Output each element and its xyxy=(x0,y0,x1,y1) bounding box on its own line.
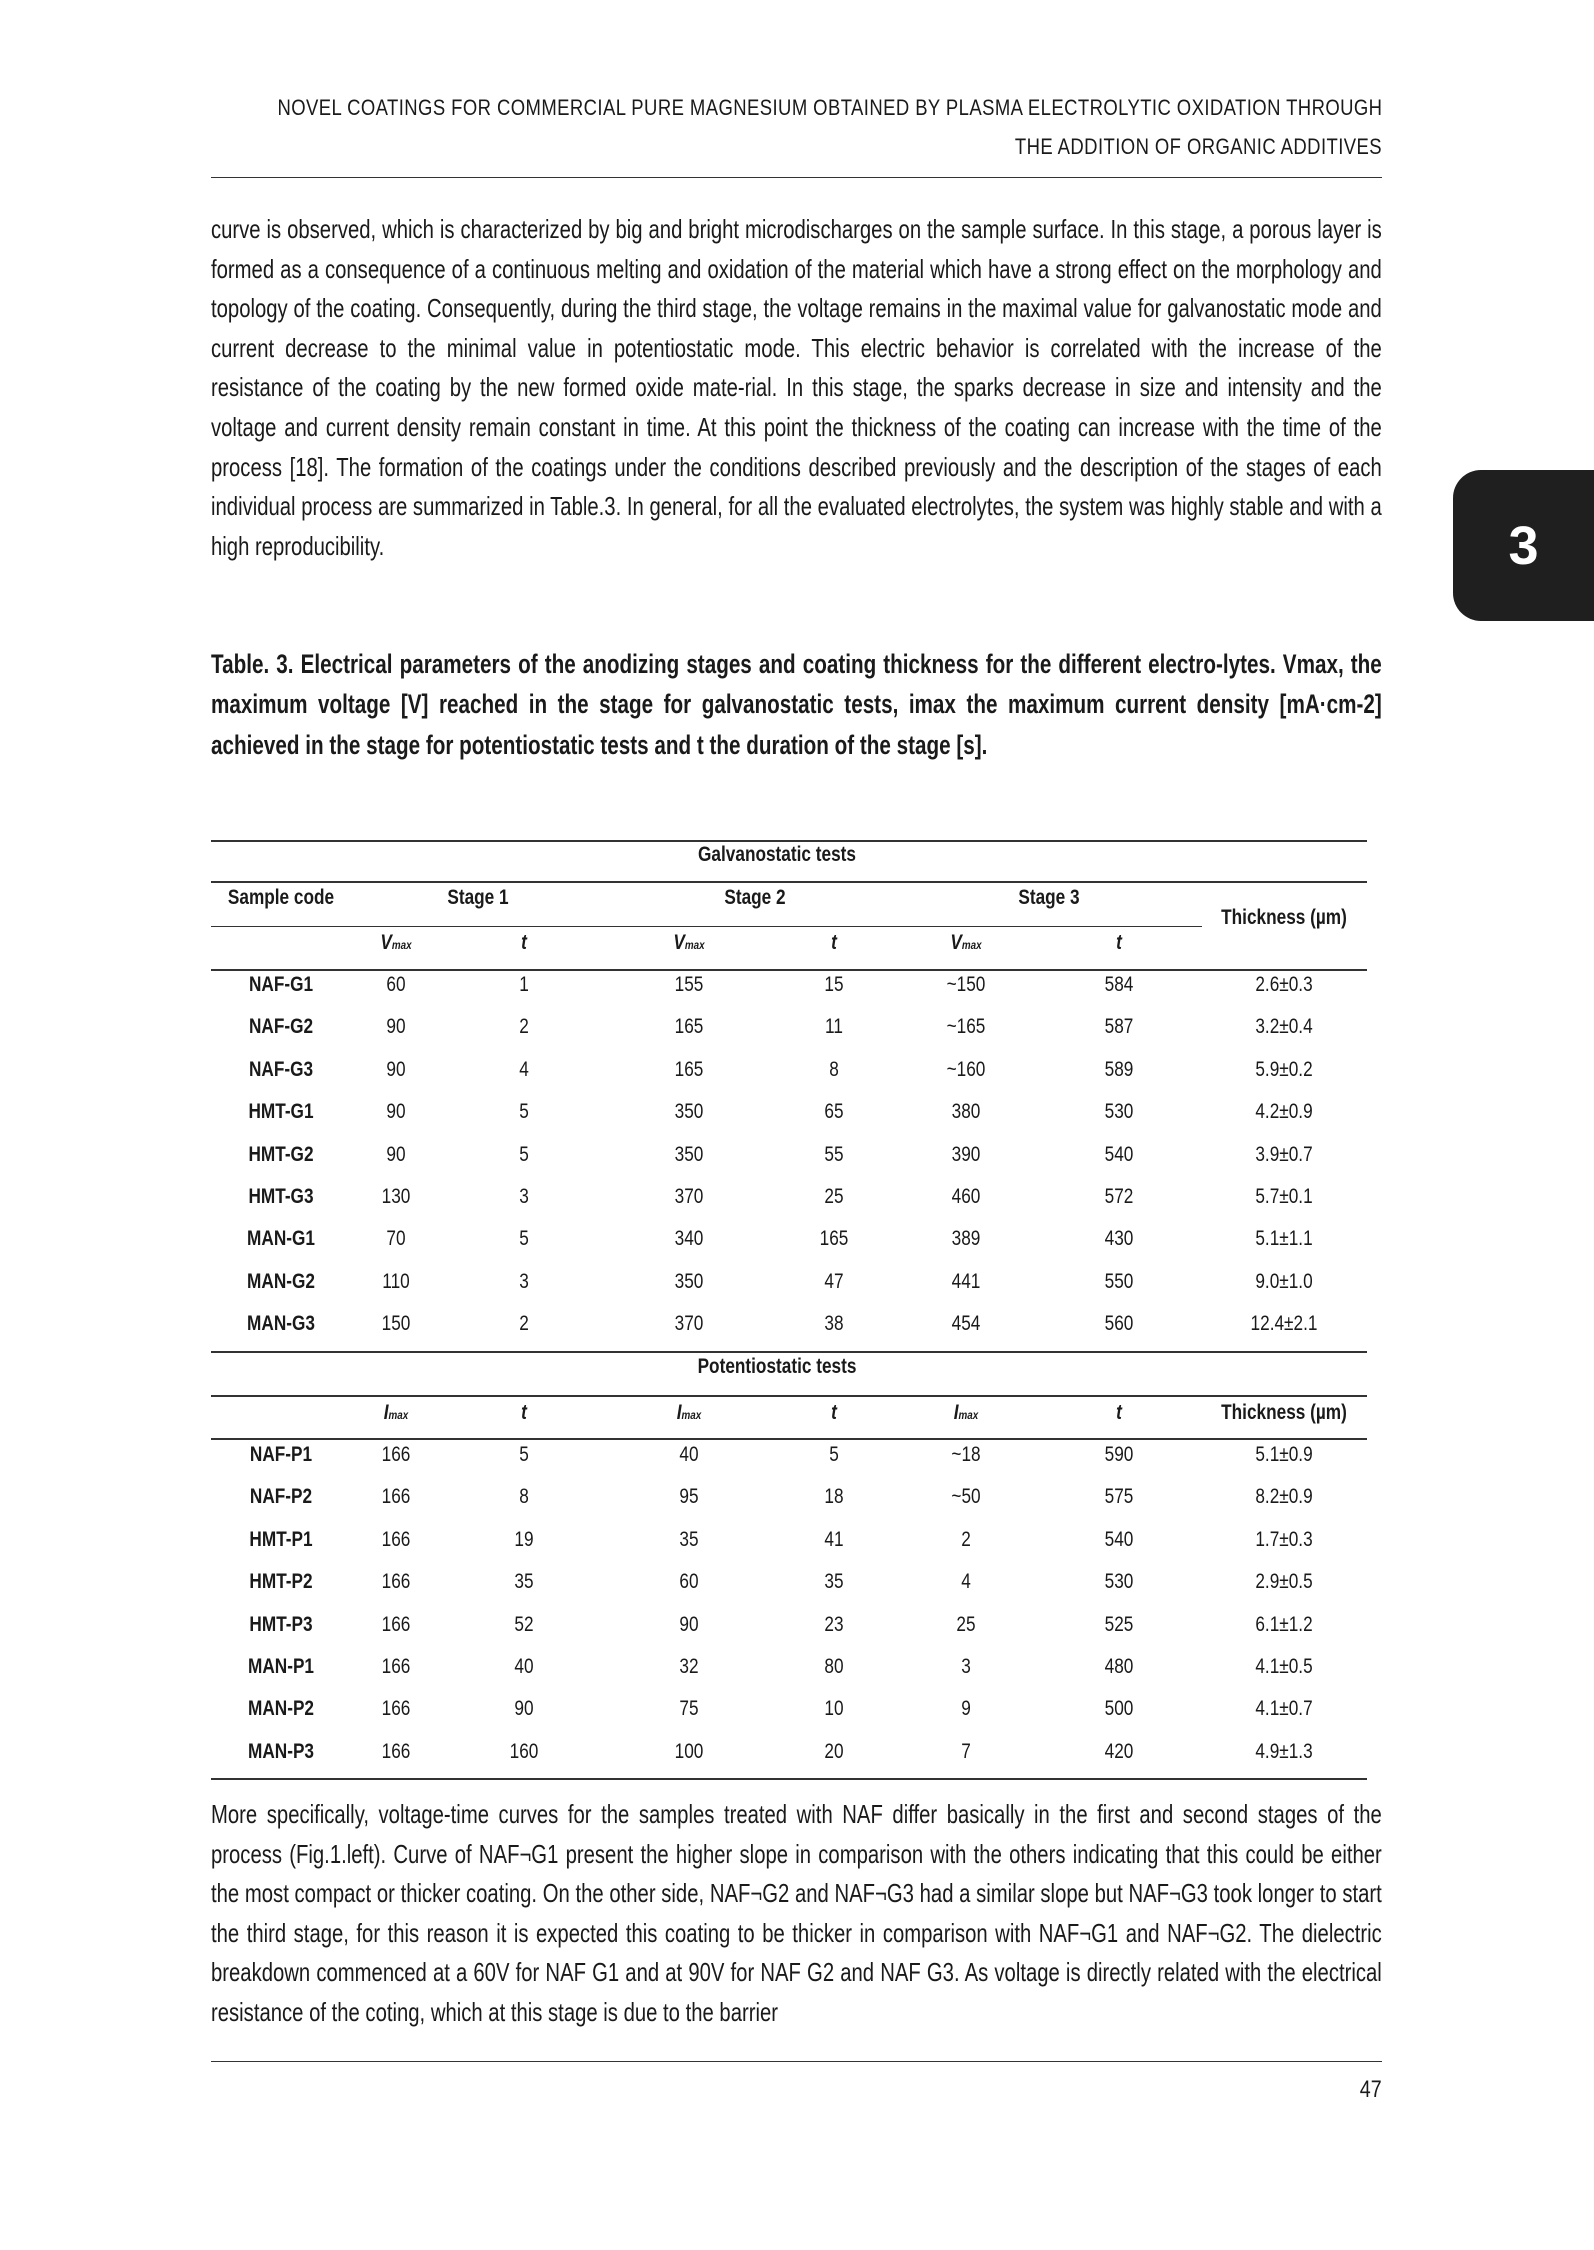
table-cell: 35 xyxy=(824,1570,844,1594)
subheader-cell xyxy=(1116,931,1122,955)
table-rule xyxy=(211,1395,1367,1397)
table-cell: 350 xyxy=(674,1100,704,1124)
table-cell: 90 xyxy=(386,1142,406,1166)
table-rule xyxy=(211,1351,1367,1353)
table-rule xyxy=(211,969,1367,971)
table-cell: 340 xyxy=(674,1227,704,1251)
table-cell: 540 xyxy=(1104,1527,1134,1551)
table-cell: 9 xyxy=(961,1697,971,1721)
subheader-symbol: t xyxy=(831,1401,837,1424)
sample-code-cell: MAN-P3 xyxy=(247,1739,315,1763)
table-rule xyxy=(211,926,1202,927)
sample-code-cell: MAN-P2 xyxy=(247,1697,315,1721)
stage-1-header: Stage 1 xyxy=(447,886,509,909)
table-cell: 460 xyxy=(951,1185,981,1208)
table-cell: 540 xyxy=(1104,1142,1134,1166)
table-cell: 166 xyxy=(381,1739,411,1763)
sample-code-cell: HMT-P3 xyxy=(249,1612,313,1636)
table-cell: 3 xyxy=(519,1269,529,1293)
table-cell: 3 xyxy=(519,1185,529,1208)
table-cell: 4.2±0.9 xyxy=(1255,1100,1313,1124)
subheader-symbol: I xyxy=(676,1401,682,1424)
table-cell: 5 xyxy=(519,1142,529,1166)
table-cell: 420 xyxy=(1104,1739,1134,1763)
subheader-subscript: max xyxy=(681,1408,702,1422)
subheader-symbol: t xyxy=(1116,931,1122,954)
subheader-cell xyxy=(384,1401,408,1425)
table-caption: Table. 3. Electrical parameters of the anodizing stages and coating thickness for the different electro-lytes. Vmax, the maximum voltage [V] reached in the stage for galvanostatic tests, imax the maximum current density [mA·cm-2] achieved in the stage for potentiostatic tests and t the duration of the stage [s]. xyxy=(211,649,1382,760)
table-cell: 90 xyxy=(514,1697,534,1721)
subheader-cell xyxy=(950,931,981,955)
header-rule xyxy=(211,177,1382,178)
subheader-subscript: max xyxy=(684,938,705,952)
table-cell: 2 xyxy=(519,1312,529,1336)
sample-code-cell: NAF-G3 xyxy=(248,1057,314,1081)
table-cell: 9.0±1.0 xyxy=(1255,1269,1313,1293)
table-cell: 166 xyxy=(381,1485,411,1509)
thickness-header: Thickness (µm) xyxy=(1221,906,1347,929)
table-cell: 20 xyxy=(824,1739,844,1763)
table-cell: 80 xyxy=(824,1655,844,1678)
table-cell: 166 xyxy=(381,1655,411,1678)
running-header-line2: THE ADDITION OF ORGANIC ADDITIVES xyxy=(1014,134,1382,159)
table-cell: 90 xyxy=(386,1057,406,1081)
table-cell: 52 xyxy=(514,1612,534,1636)
table-cell: 389 xyxy=(951,1227,981,1251)
table-cell: 90 xyxy=(679,1612,699,1636)
footer-rule xyxy=(211,2061,1382,2062)
table-cell: 23 xyxy=(824,1612,844,1636)
table-cell: 5 xyxy=(829,1443,839,1466)
table-cell: 480 xyxy=(1104,1655,1134,1678)
table-cell: 575 xyxy=(1104,1485,1134,1509)
table-cell: 166 xyxy=(381,1527,411,1551)
running-header-line1: NOVEL COATINGS FOR COMMERCIAL PURE MAGNESIUM OBTAINED BY PLASMA ELECTROLYTIC OXIDATION THROUGH xyxy=(277,95,1382,120)
subheader-symbol: V xyxy=(673,931,685,954)
table-cell: 32 xyxy=(679,1655,699,1678)
subheader-symbol: t xyxy=(521,1401,527,1424)
table-cell: 589 xyxy=(1104,1057,1134,1081)
sample-code-cell: MAN-G1 xyxy=(247,1227,315,1251)
subheader-subscript: max xyxy=(388,1408,409,1422)
subheader-symbol: V xyxy=(380,931,392,954)
table-cell: 4.9±1.3 xyxy=(1255,1739,1313,1763)
table-cell: 572 xyxy=(1104,1185,1134,1208)
sample-code-cell: HMT-P1 xyxy=(249,1527,313,1551)
table-cell: 5 xyxy=(519,1443,529,1466)
table-cell: 2 xyxy=(519,1015,529,1039)
table-cell: 8 xyxy=(519,1485,529,1509)
sample-code-cell: NAF-P1 xyxy=(249,1443,313,1466)
table-cell: 60 xyxy=(679,1570,699,1594)
table-cell: 25 xyxy=(956,1612,976,1636)
table-cell: 1.7±0.3 xyxy=(1255,1527,1313,1551)
table-rule xyxy=(211,1438,1367,1440)
table-cell: 1 xyxy=(519,973,529,996)
sample-code-cell: NAF-P2 xyxy=(249,1485,313,1509)
subheader-symbol: t xyxy=(831,931,837,954)
table-rule xyxy=(211,840,1367,842)
table-cell: 19 xyxy=(514,1527,534,1551)
stage-2-header: Stage 2 xyxy=(724,886,786,909)
table-cell: 4.1±0.5 xyxy=(1255,1655,1313,1678)
table-cell: 70 xyxy=(386,1227,406,1251)
subheader-symbol: I xyxy=(953,1401,959,1424)
table-cell: 5.7±0.1 xyxy=(1255,1185,1313,1208)
table-cell: 8 xyxy=(829,1057,839,1081)
table-cell: 65 xyxy=(824,1100,844,1124)
body-paragraph-1: curve is observed, which is characterized by big and bright microdischarges on the sample surface. In this stage, a porous layer is formed as a consequence of a continuous melting and oxidation of the material which have a strong effect on the morphology and topology of the coating. Consequently, during the third stage, the voltage remains in the maximal value for galvanostatic mode and current decrease to the minimal value in potentiostatic mode. This electric behavior is correlated with the increase of the resistance of the coating by the new formed oxide mate-rial. In this stage, the sparks decrease in size and intensity and the voltage and current density remain constant in time. At this point the thickness of the coating can increase with the time of the process [18]. The formation of the coatings under the conditions described previously and the description of the stages of each individual process are summarized in Table.3. In general, for all the evaluated electrolytes, the system was highly stable and with a high reproducibility. xyxy=(211,214,1382,561)
table-cell: 166 xyxy=(381,1443,411,1466)
sample-code-cell: NAF-G1 xyxy=(248,973,314,996)
table-cell: 35 xyxy=(514,1570,534,1594)
table-cell: 47 xyxy=(824,1269,844,1293)
subheader-subscript: max xyxy=(391,938,412,952)
table-cell: 60 xyxy=(386,973,406,996)
table-cell: 350 xyxy=(674,1269,704,1293)
subheader-symbol: t xyxy=(1116,1401,1122,1424)
table-cell: 4 xyxy=(961,1570,971,1594)
table-cell: 454 xyxy=(951,1312,981,1336)
table-cell: 530 xyxy=(1104,1100,1134,1124)
sample-code-cell: HMT-G1 xyxy=(248,1100,314,1124)
subheader-subscript: max xyxy=(958,1408,979,1422)
table-cell: 18 xyxy=(824,1485,844,1509)
table-cell: 390 xyxy=(951,1142,981,1166)
page-number: 47 xyxy=(1360,2076,1382,2103)
stage-3-header: Stage 3 xyxy=(1018,886,1080,909)
table-cell: 550 xyxy=(1104,1269,1134,1293)
table-cell: 55 xyxy=(824,1142,844,1166)
table-cell: 165 xyxy=(674,1015,704,1039)
table-cell: 15 xyxy=(824,973,844,996)
table-cell: 4.1±0.7 xyxy=(1255,1697,1313,1721)
potentiostatic-title: Potentiostatic tests xyxy=(697,1355,857,1378)
table-cell: 110 xyxy=(382,1269,410,1293)
subheader-cell xyxy=(521,931,527,955)
table-cell: 165 xyxy=(674,1057,704,1081)
sample-code-header: Sample code xyxy=(227,886,335,909)
subheader-cell xyxy=(1116,1401,1122,1425)
galvanostatic-title: Galvanostatic tests xyxy=(698,843,856,866)
table-cell: 160 xyxy=(509,1739,539,1763)
table-cell: 155 xyxy=(674,973,704,996)
table-cell: 5 xyxy=(519,1227,529,1251)
table-rule xyxy=(211,881,1367,883)
table-cell: 370 xyxy=(674,1185,704,1208)
table-cell: 3.9±0.7 xyxy=(1255,1142,1313,1166)
table-cell: 380 xyxy=(951,1100,981,1124)
table-cell: 7 xyxy=(961,1739,971,1763)
table-cell: ~18 xyxy=(951,1443,981,1466)
table-cell: 590 xyxy=(1104,1443,1134,1466)
table-cell: 6.1±1.2 xyxy=(1255,1612,1313,1636)
table-cell: 3 xyxy=(961,1655,971,1678)
table-cell: 4 xyxy=(519,1057,529,1081)
table-cell: 441 xyxy=(951,1269,981,1293)
table-cell: 166 xyxy=(381,1612,411,1636)
table-cell: 38 xyxy=(824,1312,844,1336)
table-cell: 2.6±0.3 xyxy=(1255,973,1313,996)
table-cell: 5.1±0.9 xyxy=(1255,1443,1313,1466)
table-cell: 8.2±0.9 xyxy=(1255,1485,1313,1509)
table-cell: 11 xyxy=(825,1015,843,1039)
subheader-symbol: t xyxy=(521,931,527,954)
table-cell: 5.1±1.1 xyxy=(1255,1227,1313,1251)
table-cell: 350 xyxy=(674,1142,704,1166)
table-cell: ~160 xyxy=(946,1057,986,1081)
sample-code-cell: HMT-P2 xyxy=(249,1570,313,1594)
subheader-cell xyxy=(831,931,837,955)
table-cell: 166 xyxy=(381,1570,411,1594)
table-cell: 12.4±2.1 xyxy=(1250,1312,1318,1336)
table-cell: 584 xyxy=(1104,973,1134,996)
sample-code-cell: NAF-G2 xyxy=(248,1015,314,1039)
table-cell: 41 xyxy=(824,1527,844,1551)
table-cell: 75 xyxy=(679,1697,699,1721)
table-cell: 40 xyxy=(514,1655,534,1678)
table-cell: 525 xyxy=(1104,1612,1134,1636)
subheader-symbol: V xyxy=(950,931,962,954)
table-cell: 95 xyxy=(679,1485,699,1509)
thickness-header: Thickness (µm) xyxy=(1221,1401,1347,1424)
table-cell: 166 xyxy=(381,1697,411,1721)
table-rule xyxy=(211,1778,1367,1780)
table-cell: 10 xyxy=(824,1697,844,1721)
table-cell: ~150 xyxy=(946,973,986,996)
chapter-tab xyxy=(1453,470,1594,621)
subheader-subscript: max xyxy=(961,938,982,952)
sample-code-cell: HMT-G3 xyxy=(248,1185,314,1208)
table-cell: 2 xyxy=(961,1527,971,1551)
table-cell: ~165 xyxy=(946,1015,986,1039)
table-cell: ~50 xyxy=(951,1485,981,1509)
table-cell: 165 xyxy=(819,1227,849,1251)
sample-code-cell: MAN-P1 xyxy=(247,1655,315,1678)
subheader-cell xyxy=(677,1401,701,1425)
table-cell: 40 xyxy=(679,1443,699,1466)
sample-code-cell: MAN-G2 xyxy=(247,1269,315,1293)
table-cell: 560 xyxy=(1104,1312,1134,1336)
table-cell: 530 xyxy=(1104,1570,1134,1594)
table-cell: 130 xyxy=(381,1185,411,1208)
subheader-cell xyxy=(380,931,411,955)
table-cell: 35 xyxy=(679,1527,699,1551)
table-cell: 5 xyxy=(519,1100,529,1124)
body-paragraph-2: More specifically, voltage-time curves for the samples treated with NAF differ basically in the first and second stages of the process (Fig.1.left). Curve of NAF¬G1 present the higher slope in comparison with the others indicating that this could be either the most compact or thicker coating. On the other side, NAF¬G2 and NAF¬G3 had a similar slope but NAF¬G3 took longer to start the third stage, for this reason it is expected this coating to be thicker in comparison with NAF¬G1 and NAF¬G2. The dielectric breakdown commenced at a 60V for NAF G1 and at 90V for NAF G2 and NAF G3. As voltage is directly related with the electrical resistance of the coting, which at this stage is due to the barrier xyxy=(211,1799,1382,2027)
table-cell: 90 xyxy=(386,1015,406,1039)
table-cell: 90 xyxy=(386,1100,406,1124)
table-cell: 5.9±0.2 xyxy=(1255,1057,1313,1081)
subheader-cell xyxy=(673,931,704,955)
table-cell: 150 xyxy=(381,1312,411,1336)
table-cell: 500 xyxy=(1104,1697,1134,1721)
table-cell: 3.2±0.4 xyxy=(1255,1015,1313,1039)
chapter-number: 3 xyxy=(1508,515,1539,576)
table-cell: 370 xyxy=(674,1312,704,1336)
subheader-cell xyxy=(521,1401,527,1425)
subheader-cell xyxy=(954,1401,978,1425)
table-cell: 2.9±0.5 xyxy=(1255,1570,1313,1594)
subheader-cell xyxy=(831,1401,837,1425)
table-cell: 430 xyxy=(1104,1227,1134,1251)
sample-code-cell: HMT-G2 xyxy=(248,1142,314,1166)
table-cell: 587 xyxy=(1104,1015,1134,1039)
table-cell: 100 xyxy=(674,1739,704,1763)
sample-code-cell: MAN-G3 xyxy=(247,1312,315,1336)
subheader-symbol: I xyxy=(383,1401,389,1424)
table-cell: 25 xyxy=(824,1185,844,1208)
